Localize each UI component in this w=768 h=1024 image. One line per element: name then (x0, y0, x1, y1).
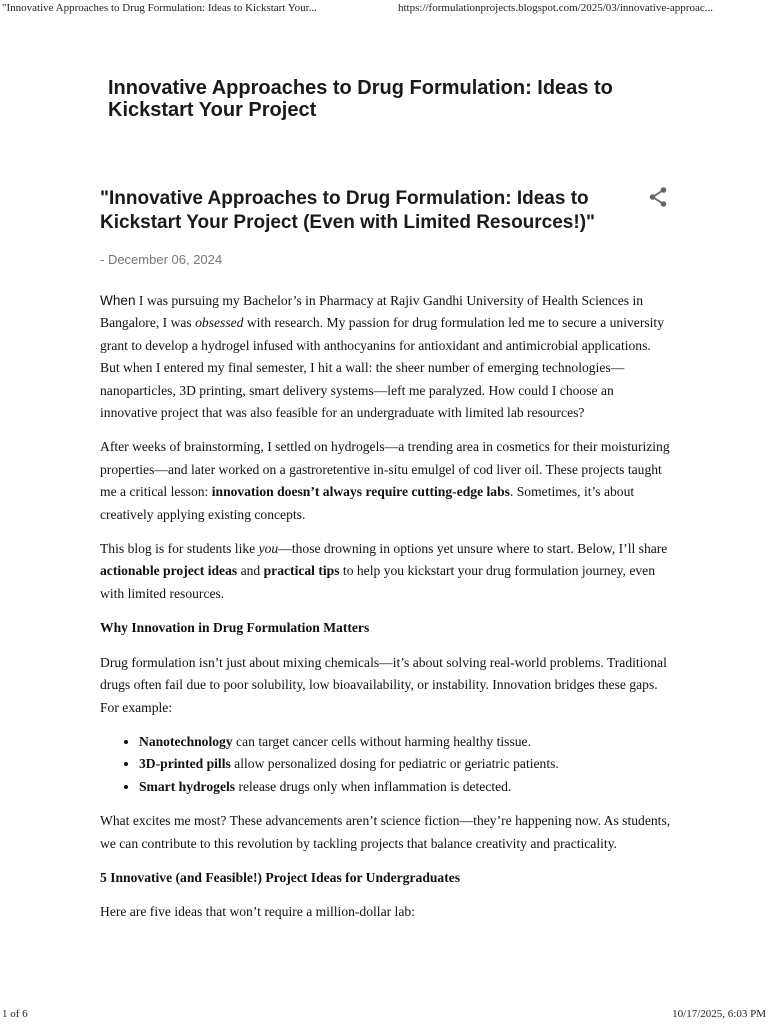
intro-text-1: I was pursuing my Bachelor’s in Pharmacy at Rajiv Gandhi University of Health Sciences in Bangalore, I was (100, 293, 644, 331)
innovation-list (100, 731, 672, 798)
paragraph-6: Here are five ideas that won’t require a million-dollar lab: (100, 904, 415, 920)
print-header-url: https://formulationprojects.blogspot.com/2025/03/innovative-approac... (398, 2, 713, 14)
section-heading-project-ideas: 5 Innovative (and Feasible!) Project Ideas for Undergraduates (100, 869, 461, 885)
post-date: - December 06, 2024 (100, 252, 223, 265)
paragraph-2 (100, 436, 672, 526)
paragraph-5: What excites me most? These advancements aren’t science fiction—they’re happening now. As students, we can contribute to this revolution by tackling projects that balance creativity and practicality. (100, 813, 671, 851)
blog-title[interactable]: Innovative Approaches to Drug Formulation: Ideas to Kickstart Your Project (108, 77, 613, 121)
list-item-text: release drugs only when inflammation is detected. (235, 778, 512, 794)
para3-text-3: and (237, 563, 264, 579)
intro-emphasis: obsessed (195, 315, 244, 331)
para3-text-2: —those drowning in options yet unsure where to start. Below, I’ll share (278, 541, 668, 557)
post-title: "Innovative Approaches to Drug Formulation: Ideas to Kickstart Your Project (Even with Limited Resources!)" (100, 188, 596, 233)
print-footer-page: 1 of 6 (2, 1008, 28, 1020)
para2-text-1: After weeks of brainstorming, I settled on hydrogels—a trending area in cosmetics for their moisturizing properties—and later worked on a gastroretentive in-situ emulgel of cod liver oil. These projects taught me a critical lesson: (100, 439, 670, 500)
intro-first-word: When (100, 293, 136, 308)
paragraph-3 (100, 538, 672, 605)
list-item-text: allow personalized dosing for pediatric or geriatric patients. (230, 756, 559, 772)
list-item (139, 753, 672, 775)
para2-text-2: . Sometimes, it’s about creatively applying existing concepts. (100, 484, 635, 522)
list-item (139, 731, 672, 753)
para3-emphasis: you (258, 541, 279, 557)
para3-text-1: This blog is for students like (100, 541, 259, 557)
para3-bold-2: practical tips (263, 563, 340, 579)
print-header-title: "Innovative Approaches to Drug Formulation: Ideas to Kickstart Your... (2, 2, 317, 14)
post-body (100, 290, 672, 936)
intro-paragraph (100, 290, 672, 424)
print-header (0, 0, 768, 18)
share-icon[interactable] (647, 186, 669, 208)
list-item (139, 776, 672, 798)
list-item-bold: Nanotechnology (139, 733, 233, 749)
para3-bold-1: actionable project ideas (100, 563, 238, 579)
paragraph-4: Drug formulation isn’t just about mixing chemicals—it’s about solving real-world problems. Traditional drugs often fail due to poor solubility, low bioavailability, or instability. Innovation bridges these gaps. For example: (100, 654, 667, 715)
para2-bold: innovation doesn’t always require cutting-edge labs (211, 484, 510, 500)
print-footer (0, 1006, 768, 1024)
list-item-text: can target cancer cells without harming healthy tissue. (232, 733, 531, 749)
list-item-bold: 3D-printed pills (139, 756, 231, 772)
intro-text-2: with research. My passion for drug formulation led me to secure a university grant to develop a hydrogel infused with anthocyanins for antioxidant and antimicrobial applications. But when I entered my final semester, I hit a wall: the sheer number of emerging technologies—nanoparticles, 3D printing, smart delivery systems—left me paralyzed. How could I choose an innovative project that was also feasible for an undergraduate with limited lab resources? (100, 315, 665, 421)
para3-text-4: to help you kickstart your drug formulation journey, even with limited resources. (100, 563, 655, 601)
section-heading-why-innovation: Why Innovation in Drug Formulation Matters (100, 620, 370, 636)
print-footer-datetime: 10/17/2025, 6:03 PM (672, 1008, 766, 1020)
list-item-bold: Smart hydrogels (139, 778, 236, 794)
